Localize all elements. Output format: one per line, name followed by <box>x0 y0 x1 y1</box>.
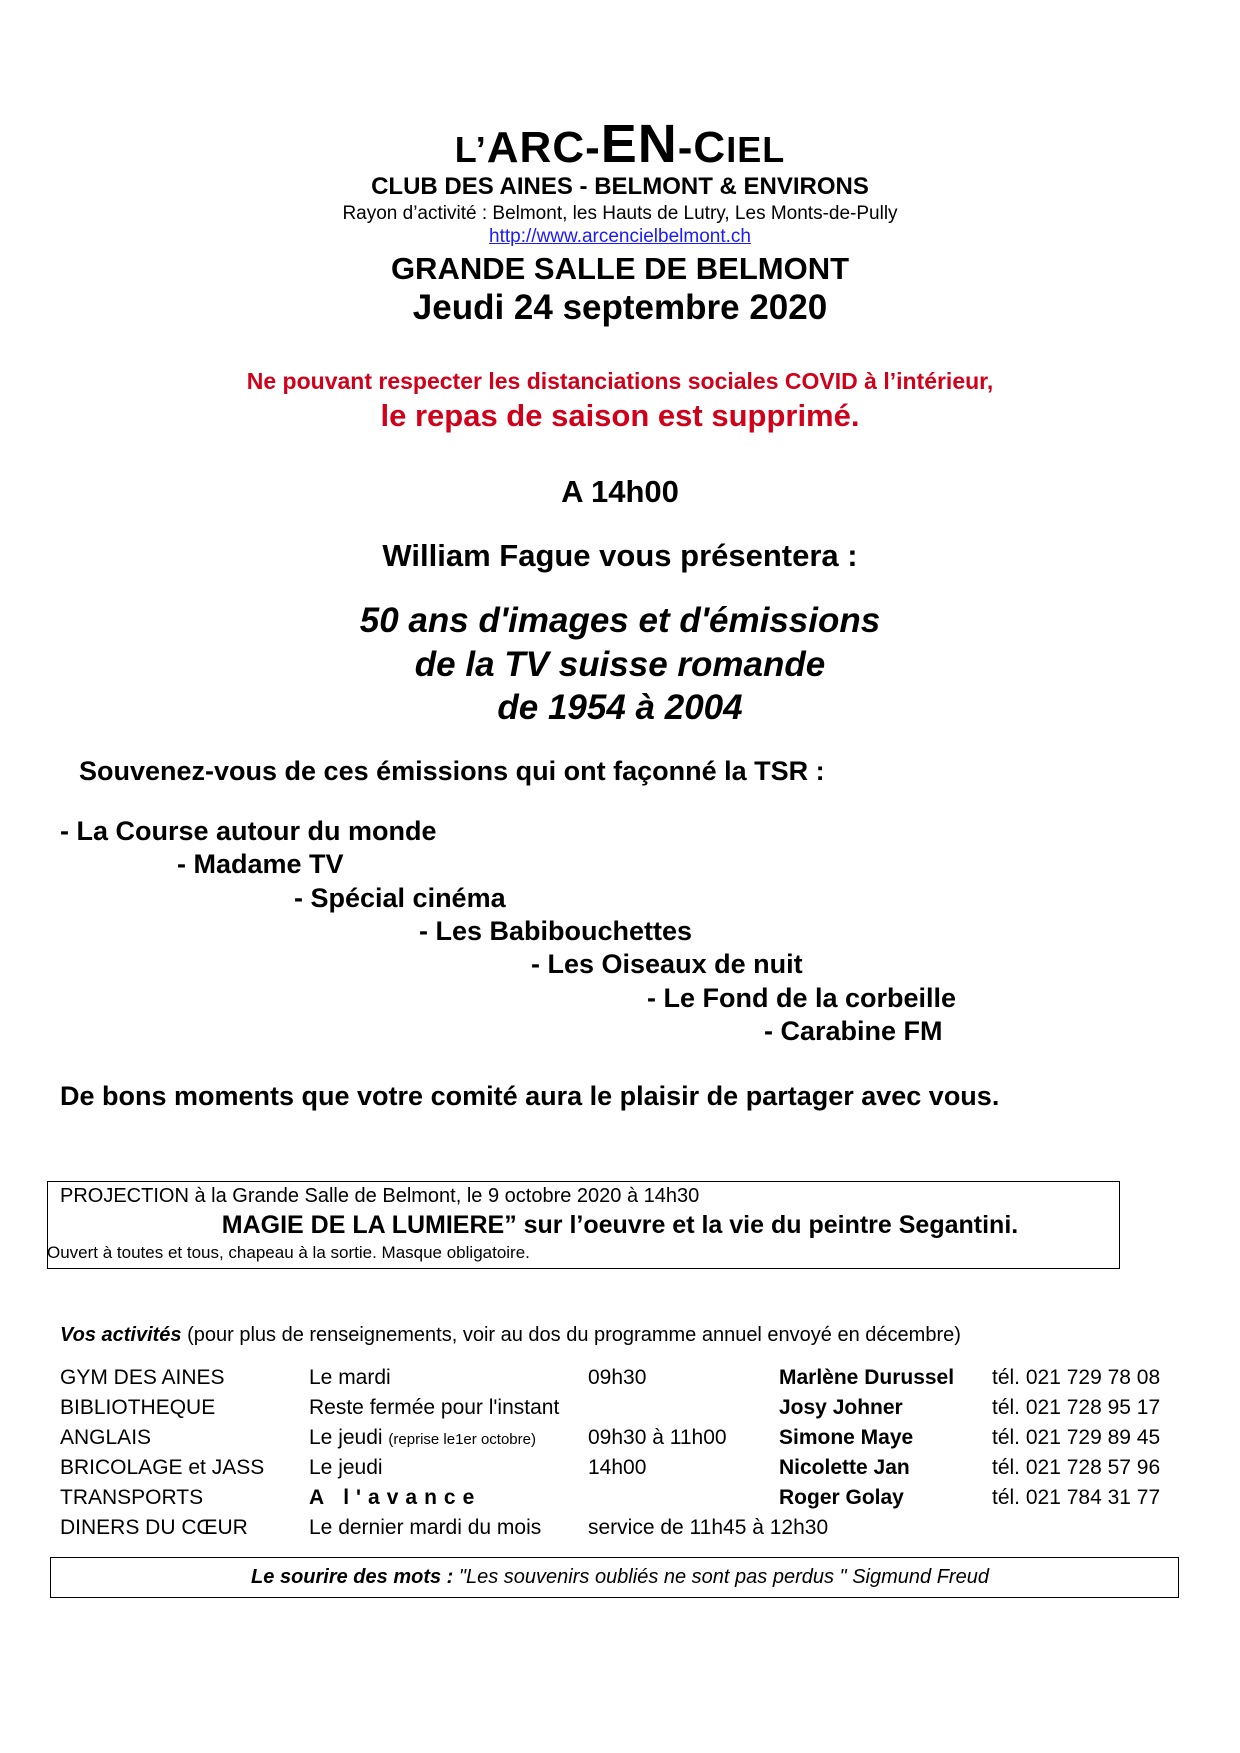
activity-name: DINERS DU CŒUR <box>60 1516 248 1539</box>
activity-when: A l'avance <box>309 1486 482 1509</box>
activity-area: Rayon d’activité : Belmont, les Hauts de Lutry, Les Monts-de-Pully <box>342 203 898 224</box>
activity-contact: Simone Maye <box>779 1426 914 1449</box>
show-item: - Les Babibouchettes <box>419 916 693 946</box>
show-item: - Spécial cinéma <box>294 883 506 913</box>
activity-when: Le jeudi <box>309 1456 383 1479</box>
event-date: Jeudi 24 septembre 2020 <box>412 288 828 327</box>
covid-notice-line1: Ne pouvant respecter les distanciations sociales COVID à l’intérieur, <box>246 368 994 394</box>
activity-phone: tél. 021 729 78 08 <box>992 1366 1161 1389</box>
projection-info: PROJECTION à la Grande Salle de Belmont, le 9 octobre 2020 à 14h30 <box>60 1185 700 1207</box>
activity-name: TRANSPORTS <box>60 1486 204 1509</box>
activities-intro: Vos activités (pour plus de renseignements, voir au dos du programme annuel envoyé en décembre) <box>60 1324 961 1346</box>
activity-time: 14h00 <box>588 1456 647 1479</box>
activity-phone: tél. 021 728 95 17 <box>992 1396 1161 1419</box>
activity-contact: Marlène Durussel <box>779 1366 955 1389</box>
website-link[interactable]: http://www.arcencielbelmont.ch <box>489 226 751 247</box>
activity-phone: tél. 021 784 31 77 <box>992 1486 1161 1509</box>
activity-contact: Roger Golay <box>779 1486 904 1509</box>
club-subtitle: CLUB DES AINES - BELMONT & ENVIRONS <box>371 173 869 200</box>
presenter: William Fague vous présentera : <box>382 538 858 573</box>
program-title-line: 50 ans d'images et d'émissions <box>359 601 881 640</box>
show-item: - Les Oiseaux de nuit <box>531 949 803 979</box>
show-item: - Madame TV <box>177 849 344 879</box>
activity-name: BIBLIOTHEQUE <box>60 1396 216 1419</box>
activity-time: 09h30 <box>588 1366 647 1389</box>
show-item: - Le Fond de la corbeille <box>647 983 957 1013</box>
projection-note: Ouvert à toutes et tous, chapeau à la sortie. Masque obligatoire. <box>47 1243 530 1262</box>
projection-title: MAGIE DE LA LUMIERE” sur l’oeuvre et la vie du peintre Segantini. <box>221 1211 1019 1239</box>
show-item: - La Course autour du monde <box>60 816 437 846</box>
program-title-line: de la TV suisse romande <box>414 645 826 684</box>
activity-phone: tél. 021 729 89 45 <box>992 1426 1161 1449</box>
activity-when: Le dernier mardi du mois <box>309 1516 542 1539</box>
program-title-line: de 1954 à 2004 <box>497 688 743 727</box>
quote: Le sourire des mots : "Les souvenirs oubliés ne sont pas perdus " Sigmund Freud <box>251 1566 989 1588</box>
event-time: A 14h00 <box>561 474 679 509</box>
activity-when: Le mardi <box>309 1366 391 1389</box>
covid-notice-line2: le repas de saison est supprimé. <box>380 398 860 433</box>
activity-name: GYM DES AINES <box>60 1366 225 1389</box>
activity-phone: tél. 021 728 57 96 <box>992 1456 1161 1479</box>
closing-line: De bons moments que votre comité aura le plaisir de partager avec vous. <box>60 1081 1000 1111</box>
activity-contact: Nicolette Jan <box>779 1456 910 1479</box>
activity-name: ANGLAIS <box>60 1426 152 1449</box>
activity-name: BRICOLAGE et JASS <box>60 1456 265 1479</box>
activity-contact: Josy Johner <box>779 1396 903 1419</box>
remember-intro: Souvenez-vous de ces émissions qui ont façonné la TSR : <box>79 756 825 786</box>
show-item: - Carabine FM <box>764 1016 943 1046</box>
activity-time: 09h30 à 11h00 <box>588 1426 727 1449</box>
activity-time: service de 11h45 à 12h30 <box>588 1516 829 1539</box>
venue: GRANDE SALLE DE BELMONT <box>390 251 850 286</box>
club-name: L’ARC-EN-CIEL <box>454 114 786 174</box>
activity-when: Reste fermée pour l'instant <box>309 1396 560 1419</box>
activity-when: Le jeudi (reprise le1er octobre) <box>309 1426 536 1449</box>
